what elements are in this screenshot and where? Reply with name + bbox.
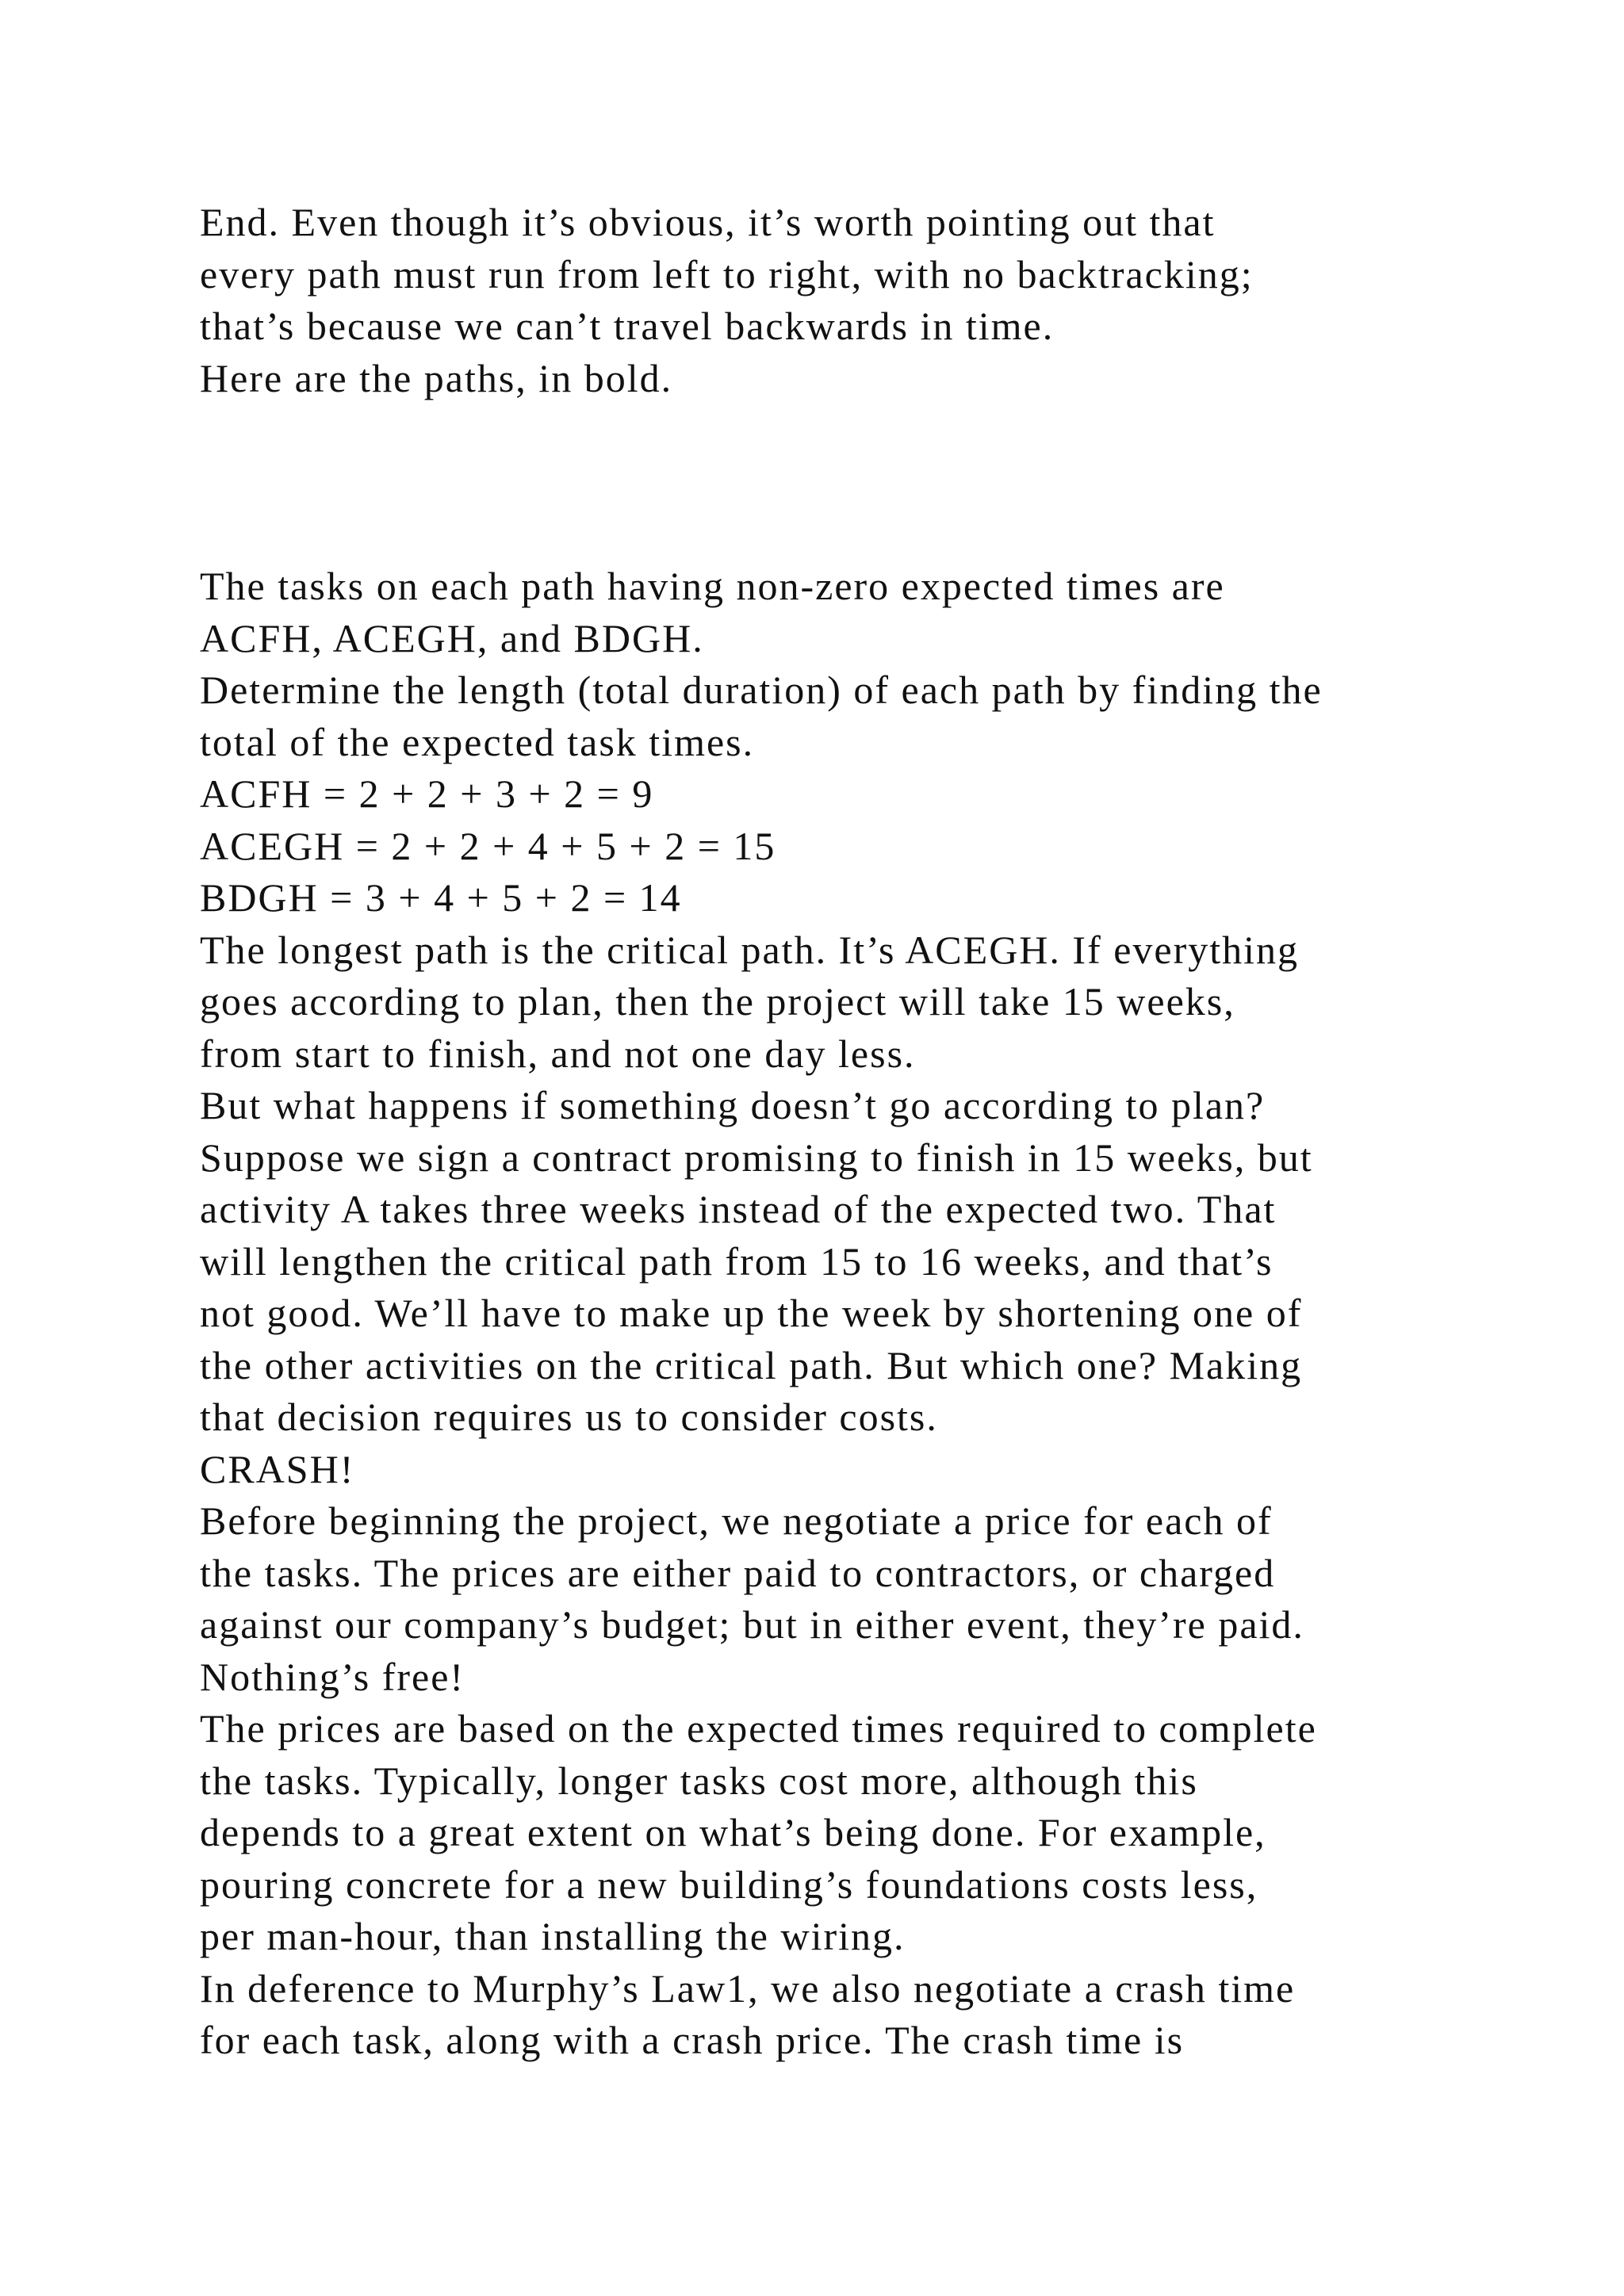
text-line: per man-hour, than installing the wiring. xyxy=(200,1914,906,1958)
text-line: Before beginning the project, we negotiate a price for each of xyxy=(200,1498,1273,1543)
text-line: goes according to plan, then the project will take 15 weeks, xyxy=(200,979,1235,1024)
text-line: from start to finish, and not one day less. xyxy=(200,1031,916,1076)
text-line: the other activities on the critical path. But which one? Making xyxy=(200,1342,1303,1387)
section-heading: CRASH! xyxy=(200,1446,355,1491)
equation-line: ACEGH = 2 + 2 + 4 + 5 + 2 = 15 xyxy=(200,823,776,868)
text-line: every path must run from left to right, with no backtracking; xyxy=(200,251,1254,297)
text-line: that decision requires us to consider costs. xyxy=(200,1395,938,1439)
text-line: Here are the paths, in bold. xyxy=(200,355,673,400)
text-line: End. Even though it’s obvious, it’s worth pointing out that xyxy=(200,200,1216,244)
text-line: Suppose we sign a contract promising to finish in 15 weeks, but xyxy=(200,1135,1313,1180)
text-line: Nothing’s free! xyxy=(200,1654,465,1699)
equation-line: BDGH = 3 + 4 + 5 + 2 = 14 xyxy=(200,875,682,920)
text-line: But what happens if something doesn’t go according to plan? xyxy=(200,1083,1266,1127)
text-line: In deference to Murphy’s Law1, we also negotiate a crash time xyxy=(200,1965,1296,2011)
text-line: depends to a great extent on what’s being done. For example, xyxy=(200,1810,1266,1854)
text-line: not good. We’ll have to make up the week by shortening one of xyxy=(200,1291,1303,1335)
equation-line: ACFH = 2 + 2 + 3 + 2 = 9 xyxy=(200,771,654,816)
text-line: will lengthen the critical path from 15 to 16 weeks, and that’s xyxy=(200,1238,1274,1284)
text-line: ACFH, ACEGH, and BDGH. xyxy=(200,615,704,660)
text-line: total of the expected task times. xyxy=(200,719,755,764)
text-line: against our company’s budget; but in either event, they’re paid. xyxy=(200,1602,1304,1647)
text-line: the tasks. The prices are either paid to contractors, or charged xyxy=(200,1550,1276,1595)
text-line: Determine the length (total duration) of each path by finding the xyxy=(200,668,1323,712)
text-line: The longest path is the critical path. It’s ACEGH. If everything xyxy=(200,927,1300,972)
text-block-top xyxy=(200,197,1484,404)
text-line: The prices are based on the expected times required to complete xyxy=(200,1706,1317,1751)
text-line: activity A takes three weeks instead of the expected two. That xyxy=(200,1187,1277,1231)
text-line: the tasks. Typically, longer tasks cost more, although this xyxy=(200,1758,1198,1803)
text-line: for each task, along with a crash price. The crash time is xyxy=(200,2018,1185,2062)
text-line: that’s because we can’t travel backwards in time. xyxy=(200,304,1055,348)
text-line: The tasks on each path having non-zero expected times are xyxy=(200,564,1225,608)
text-block-main xyxy=(200,561,1484,2067)
text-line: pouring concrete for a new building’s foundations costs less, xyxy=(200,1862,1258,1907)
